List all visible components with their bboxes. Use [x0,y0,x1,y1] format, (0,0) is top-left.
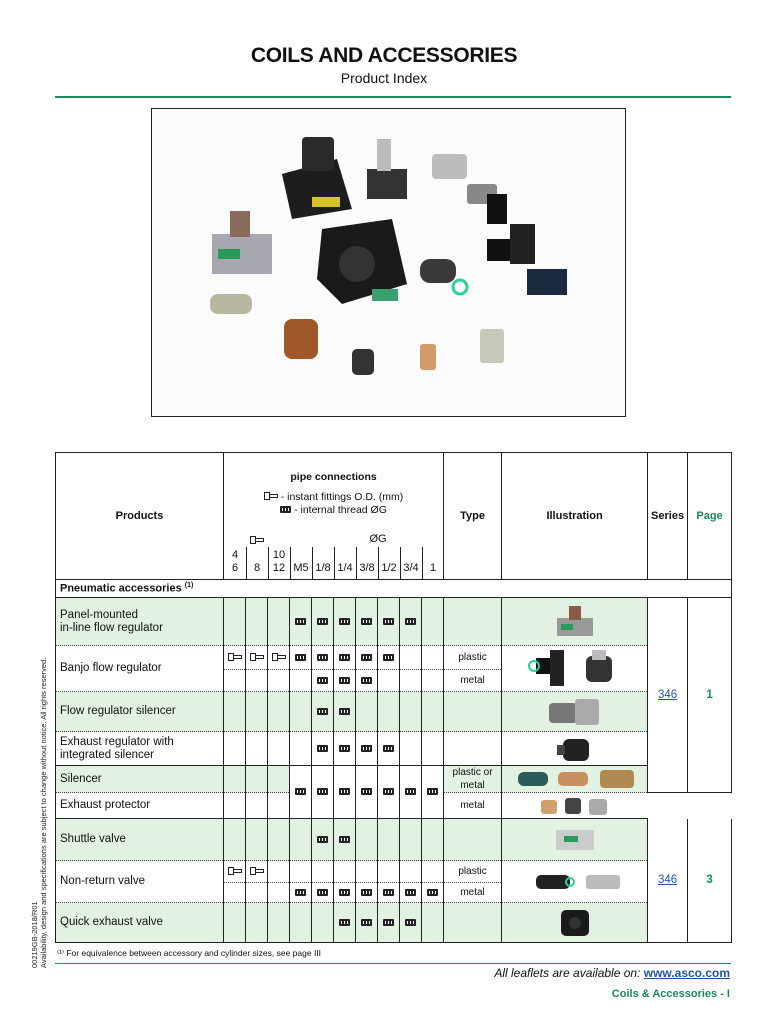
od-10-12: 10 12 [272,549,286,574]
internal-thread-icon [361,788,372,795]
col-header-series: Series [648,453,688,580]
g-1: 1 [429,562,437,574]
internal-thread-icon [383,919,394,926]
internal-thread-icon [383,654,394,661]
g-3-4: 3/4 [403,562,419,574]
illustration [502,819,648,861]
od-8: 8 [253,562,261,574]
internal-thread-icon [427,889,438,896]
thread-group-label: ØG [369,533,387,545]
internal-thread-icon [317,618,328,625]
product-photo [151,108,626,417]
internal-thread-icon [361,745,372,752]
illustration [502,861,648,903]
table-row [56,646,732,670]
product-name: Exhaust protector [56,793,224,819]
table-row [56,861,732,883]
internal-thread-icon [317,788,328,795]
legend-thread: - internal thread ØG [294,504,387,516]
internal-thread-icon [317,836,328,843]
section-label: Pneumatic accessories $^{(1)}$ [56,580,732,598]
product-name: Panel-mounted in-line flow regulator [56,598,224,646]
internal-thread-icon [295,788,306,795]
series-link[interactable]: 346 [648,598,688,793]
footnote: ⁽¹⁾ For equivalence between accessory and cylinder sizes, see page III [57,948,322,958]
product-name: Shuttle valve [56,819,224,861]
product-index-table [55,452,732,943]
product-name: Exhaust regulator with integrated silencer [56,732,224,766]
internal-thread-icon [361,919,372,926]
product-name: Silencer [56,766,224,793]
internal-thread-icon [361,889,372,896]
type-label: metal [444,883,502,903]
instant-fitting-icon [250,653,264,661]
leaflets-note: All leaflets are available on: www.asco.com [494,966,730,980]
col-header-page: Page [688,453,732,580]
page-title: COILS AND ACCESSORIES [250,44,518,67]
product-name: Flow regulator silencer [56,692,224,732]
internal-thread-icon [317,654,328,661]
type-label: plastic [444,861,502,883]
internal-thread-icon [405,919,416,926]
internal-thread-icon [339,919,350,926]
internal-thread-icon [339,618,350,625]
internal-thread-icon [405,788,416,795]
internal-thread-icon [280,506,291,513]
illustration [502,646,648,692]
col-header-type: Type [444,453,502,580]
illustration [502,793,648,819]
table-row [56,732,732,766]
instant-fitting-icon [228,867,242,875]
internal-thread-icon [339,745,350,752]
g-m5: M5 [293,562,309,574]
internal-thread-icon [339,654,350,661]
col-header-illustration: Illustration [502,453,648,580]
header-divider [55,96,731,98]
internal-thread-icon [339,708,350,715]
g-1-4: 1/4 [337,562,353,574]
internal-thread-icon [383,788,394,795]
internal-thread-icon [317,708,328,715]
product-name: Non-return valve [56,861,224,903]
od-4-6: 4 6 [231,549,239,574]
internal-thread-icon [383,889,394,896]
col-header-products: Products [56,453,224,580]
page-number: 1 [688,598,732,793]
g-3-8: 3/8 [359,562,375,574]
series-link[interactable]: 346 [648,819,688,943]
internal-thread-icon [339,788,350,795]
instant-fitting-icon [264,492,278,500]
internal-thread-icon [317,677,328,684]
footer-divider [55,963,731,964]
internal-thread-icon [339,889,350,896]
page-subtitle: Product Index [340,70,428,86]
illustration [502,732,648,766]
page-number: 3 [688,819,732,943]
internal-thread-icon [295,654,306,661]
internal-thread-icon [361,677,372,684]
internal-thread-icon [383,745,394,752]
product-name: Quick exhaust valve [56,903,224,943]
internal-thread-icon [361,618,372,625]
type-label: metal [444,670,502,692]
instant-fitting-icon [250,536,264,544]
asco-link[interactable]: www.asco.com [643,966,730,980]
table-row [56,692,732,732]
internal-thread-icon [405,618,416,625]
g-1-8: 1/8 [315,562,331,574]
table-row [56,598,732,646]
internal-thread-icon [339,836,350,843]
instant-fitting-icon [272,653,286,661]
internal-thread-icon [317,889,328,896]
legend-instant: - instant fittings O.D. (mm) [280,491,404,503]
page-footer-label: Coils & Accessories - I [611,988,730,1000]
table-row [56,903,732,943]
internal-thread-icon [427,788,438,795]
internal-thread-icon [405,889,416,896]
type-label: plastic or metal [444,766,502,793]
type-label: plastic [444,646,502,670]
g-1-2: 1/2 [381,562,397,574]
internal-thread-icon [295,889,306,896]
instant-fitting-icon [228,653,242,661]
internal-thread-icon [383,618,394,625]
instant-fitting-icon [250,867,264,875]
side-legal-note: 00219GB-2018/R01 Availability, design and specifications are subject to change without notice. All rights reserved. [30,657,48,968]
col-header-pipe-connections: pipe connections - instant fittings O.D. (mm) - internal thread ØG ØG 4 6 8 10 12 M5 1/8 1/4 3/8 1/2 3/4 1 [224,453,444,580]
internal-thread-icon [339,677,350,684]
illustration [502,598,648,646]
internal-thread-icon [295,618,306,625]
internal-thread-icon [361,654,372,661]
type-label: metal [444,793,502,819]
table-row [56,766,732,793]
illustration [502,903,648,943]
illustration [502,692,648,732]
internal-thread-icon [317,745,328,752]
table-row [56,819,732,861]
product-name: Banjo flow regulator [56,646,224,692]
illustration [502,766,648,793]
